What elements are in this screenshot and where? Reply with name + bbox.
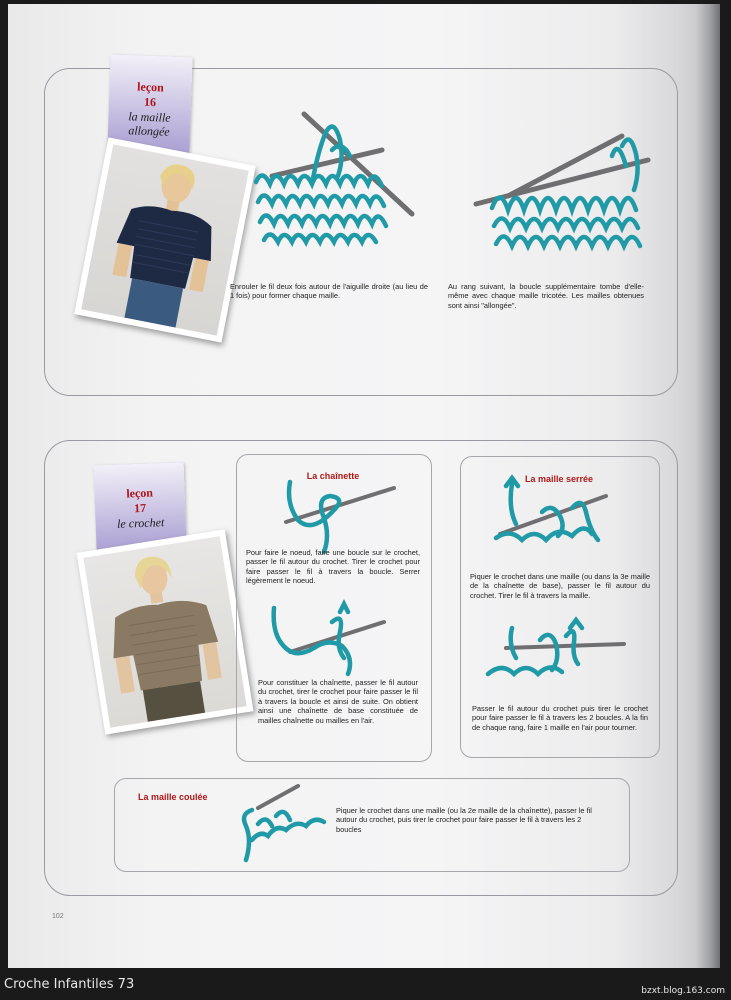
knitting-double-wrap-illustration [242,110,412,250]
lesson17-number: 17 [133,500,147,516]
knitting-elongated-stitch-illustration [472,126,652,256]
maille-serree-step1-illustration [486,478,636,558]
lesson16-number: 16 [143,94,157,110]
lesson17-word: leçon [126,485,154,501]
maille-coulee-title: La maille coulée [138,792,208,802]
magazine-title: Croche Infantiles 73 [4,977,135,992]
lesson16-caption-right: Au rang suivant, la boucle supplémentaire tombe d'elle-même avec chaque maille tricotée. Les mailles obtenues sont ainsi "allongée". [448,282,644,310]
page-number: 102 [52,913,64,920]
maille-serree-step2: Passer le fil autour du crochet puis tirer le crochet pour faire passer le fil à travers les 2 boucles. A la fin de chaque rang, faire 1 maille en l'air pour tourner. [472,704,648,732]
chainette-step2: Pour constituer la chaînette, passer le fil autour du crochet, tirer le crochet pour faire passer le fil à travers la boucle et ainsi de suite. On obtient ainsi une chaînette de base constituée de mailles chaînette ou mailles en l'air. [258,678,418,725]
maille-serree-step2-illustration [482,614,632,694]
maille-serree-step1: Piquer le crochet dans une maille (ou dans la 3e maille de la chaînette de base), passer le fil autour du crochet. Tirer le fil à travers la maille. [470,572,650,600]
lesson17-title: le crochet [116,515,165,531]
lesson17-photo [77,529,254,734]
watermark: bzxt.blog.163.com [641,986,725,996]
chainette-title: La chaînette [306,471,360,481]
maille-serree-title: La maille serrée [524,474,594,484]
chainette-step1: Pour faire le noeud, faire une boucle sur le crochet, passer le fil autour du crochet. Tirer le crochet pour faire passer le fil à travers la boucle. Serrer légèrement le noeud. [246,548,420,586]
maille-coulee-text: Piquer le crochet dans une maille (ou la 2e maille de la chaînette), passer le fil autour du crochet, puis tirer le crochet pour faire passer le fil à travers les 2 boucles [336,806,592,834]
maille-coulee-illustration [232,780,332,870]
lesson16-title: la maille allongée [128,109,171,139]
chainette-knot-illustration [276,474,396,554]
magazine-page [8,4,720,968]
lesson16-caption-left: Enrouler le fil deux fois autour de l'aiguille droite (au lieu de 1 fois) pour former chaque maille. [230,282,428,301]
lesson16-word: leçon [136,79,165,95]
book-spine [695,4,720,968]
chainette-chain-illustration [266,602,406,682]
